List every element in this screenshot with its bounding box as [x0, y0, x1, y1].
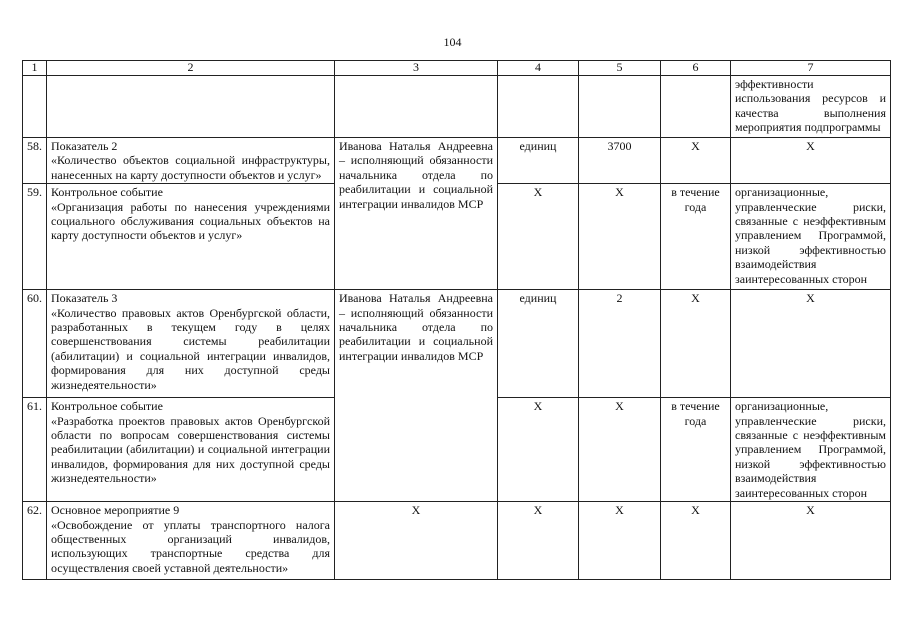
row-unit: Х: [498, 184, 579, 290]
cell-value: [579, 76, 661, 138]
cell-term: [661, 76, 731, 138]
row-description: [47, 184, 335, 290]
row-risks: Х: [731, 290, 891, 398]
table-row: [23, 502, 891, 580]
row-value: Х: [579, 398, 661, 502]
row-text: «Количество правовых актов Оренбургской области, разработанных в текущем году в целях совершенствования системы реабилитации (абилитации) и социальной интеграции инвалидов, формирования для них доступной среды жизнедеятельности»: [51, 305, 330, 392]
cell-text: [47, 76, 335, 138]
row-description: [47, 398, 335, 502]
continuation-risks: эффективности использования ресурсов и качества выполнения мероприятия подпрограммы: [731, 76, 891, 138]
row-term: Х: [661, 290, 731, 398]
row-value: Х: [579, 184, 661, 290]
row-description: [47, 138, 335, 184]
row-value: 3700: [579, 138, 661, 184]
row-term: Х: [661, 138, 731, 184]
row-text: «Количество объектов социальной инфраструктуры, нанесенных на карту доступности объектов и услуг»: [51, 153, 330, 182]
row-unit: Х: [498, 502, 579, 580]
header-col-3: 3: [335, 61, 498, 76]
table-row: [23, 138, 891, 184]
header-col-6: 6: [661, 61, 731, 76]
table-row: [23, 290, 891, 398]
row-text: «Разработка проектов правовых актов Оренбургской области по вопросам совершенствования системы реабилитации (абилитации) и социальной интеграции инвалидов, формирования для них доступной среды жизнедеятельности»: [51, 413, 330, 486]
row-number: 62.: [23, 502, 47, 580]
row-risks: Х: [731, 138, 891, 184]
column-number-row: [23, 61, 891, 76]
row-risks: организационные, управленческие риски, связанные с неэффективным управлением Программой, низкой эффективностью взаимодействия заинтересованных сторон: [731, 184, 891, 290]
row-unit: единиц: [498, 290, 579, 398]
row-description: [47, 502, 335, 580]
row-title: Контрольное событие: [51, 185, 163, 200]
cell-unit: [498, 76, 579, 138]
cell-responsible: [335, 76, 498, 138]
row-unit: Х: [498, 398, 579, 502]
continuation-row: [23, 76, 891, 138]
measures-table: [22, 60, 891, 580]
row-number: 60.: [23, 290, 47, 398]
row-title: Контрольное событие: [51, 399, 163, 414]
row-number: 61.: [23, 398, 47, 502]
row-unit: единиц: [498, 138, 579, 184]
row-responsible: Х: [335, 502, 498, 580]
row-title: Показатель 3: [51, 291, 118, 306]
row-title: Основное мероприятие 9: [51, 503, 180, 518]
row-description: [47, 290, 335, 398]
row-term: в течение года: [661, 184, 731, 290]
header-col-5: 5: [579, 61, 661, 76]
page-number: 104: [443, 35, 462, 49]
header-col-1: 1: [23, 61, 47, 76]
header-col-2: 2: [47, 61, 335, 76]
row-term: Х: [661, 502, 731, 580]
header-col-4: 4: [498, 61, 579, 76]
row-value: 2: [579, 290, 661, 398]
row-value: Х: [579, 502, 661, 580]
row-term: в течение года: [661, 398, 731, 502]
row-number: 58.: [23, 138, 47, 184]
responsible-cell: Иванова Наталья Андреевна – исполняющий обязанности начальника отдела по реабилитации и социальной интеграции инвалидов МСР: [335, 138, 498, 290]
row-number: 59.: [23, 184, 47, 290]
row-text: «Организация работы по нанесения учреждениями социального обслуживания социальных объектов на карту доступности объектов и услуг»: [51, 199, 330, 243]
header-col-7: 7: [731, 61, 891, 76]
row-text: «Освобождение от уплаты транспортного налога общественных организаций инвалидов, использующих транспортные средства для осуществления своей уставной деятельности»: [51, 517, 330, 575]
responsible-cell: Иванова Наталья Андреевна – исполняющий обязанности начальника отдела по реабилитации и социальной интеграции инвалидов МСР: [335, 290, 498, 502]
cell-num: [23, 76, 47, 138]
row-title: Показатель 2: [51, 139, 118, 153]
row-risks: организационные, управленческие риски, связанные с неэффективным управлением Программой, низкой эффективностью взаимодействия заинтересованных сторон: [731, 398, 891, 502]
row-risks: Х: [731, 502, 891, 580]
